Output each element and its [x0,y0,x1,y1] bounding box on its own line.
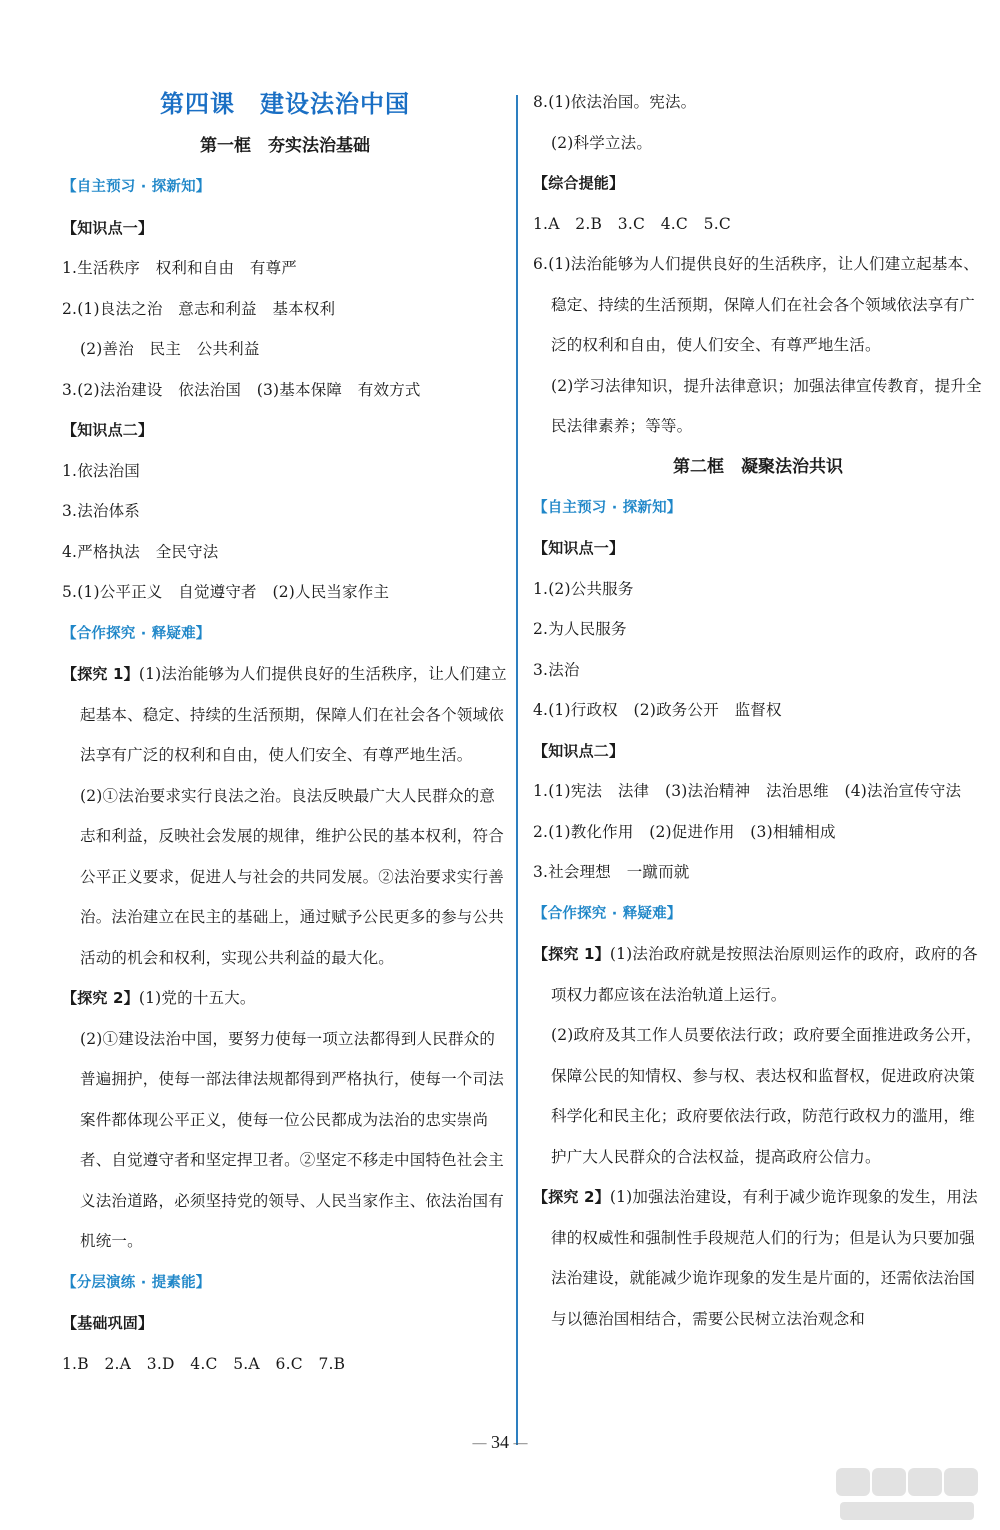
explore-1-paragraph-1 [62,654,508,776]
knowledge-point-2-b: 【知识点二】 [533,741,625,760]
section-preview: 【自主预习 · 探新知】 [62,179,211,195]
f2-explore-1-tag: 【探究 1】 [533,945,610,963]
section-explore: 【合作探究 · 释疑难】 [62,625,211,642]
explore-2-paragraph-1 [62,978,508,1019]
f2-explore-1-paragraph-2: (2)政府及其工作人员要依法行政；政府要全面推进政务公开，保障公民的知情权、参与权、表达权和监督权，促进政府决策科学化和民主化；政府要依法行政，防范行政权力的滥用，维护广大人民群众的合法权益，提高政府公信力。 [551,1026,982,1166]
answer-line: 3.法治体系 [62,502,140,520]
watermark-logo [832,1462,982,1524]
section-layered: 【分层演练 · 提素能】 [62,1274,211,1291]
answer-line: 8.(1)依法治国。宪法。 [533,93,697,111]
answer-line: 4.严格执法 全民守法 [62,542,219,561]
knowledge-point-1: 【知识点一】 [62,218,154,237]
lesson-title: 第四课 建设法治中国 [160,90,410,118]
f2-explore-2-tag: 【探究 2】 [533,1188,610,1206]
f2-explore-1-paragraph-1 [533,934,983,1015]
answer-line: 4.(1)行政权 (2)政务公开 监督权 [533,701,782,719]
explore-1-text-1: (1)法治能够为人们提供良好的生活秩序，让人们建立起基本、稳定、持续的生活预期，保障人们在社会各个领域依法享有广泛的权利和自由，使人们安全、有尊严地生活。 [80,665,507,764]
answer-line: 3.社会理想 一蹴而就 [533,863,690,881]
comprehensive-answers: 1.A 2.B 3.C 4.C 5.C [533,214,731,233]
page-number: — 34 — [472,1432,528,1452]
f2-explore-2-paragraph-1 [533,1177,983,1339]
answer-line: (2)善治 民主 公共利益 [80,340,260,358]
explore-2-paragraph-2: (2)①建设法治中国，要努力使每一项立法都得到人民群众的普遍拥护，使每一部法律法规都得到严格执行，使每一个司法案件都体现公平正义，使每一位公民都成为法治的忠实崇尚者、自觉遵守者和坚定捍卫者。②坚定不移走中国特色社会主义法治道路，必须坚持党的领导、人民当家作主、依法治国有机统一。 [80,1029,504,1250]
knowledge-point-1-b: 【知识点一】 [533,539,625,557]
answer-line: 3.法治 [533,660,580,679]
explore-2-text-1: (1)党的十五大。 [138,989,256,1007]
f2-explore-1-text: (1)法治政府就是按照法治原则运作的政府，政府的各项权力都应该在法治轨道上运行。 [551,945,978,1004]
frame-title-1: 第一框 夯实法治基础 [200,136,370,156]
answer-line: 5.(1)公平正义 自觉遵守者 (2)人民当家作主 [62,583,390,601]
answer-line: (2)科学立法。 [551,133,653,152]
section-preview-2: 【自主预习 · 探新知】 [533,499,682,516]
answer-line: 1.(1)宪法 法律 (3)法治精神 法治思维 (4)法治宣传守法 [533,782,962,800]
q6-paragraph-1: 6.(1)法治能够为人们提供良好的生活秩序，让人们建立起基本、稳定、持续的生活预期，保障人们在社会各个领域依法享有广泛的权利和自由，使人们安全、有尊严地生活。 [533,255,979,354]
f2-explore-2-text: (1)加强法治建设，有利于减少诡诈现象的发生，用法律的权威性和强制性手段规范人们的行为；但是认为只要加强法治建设，就能减少诡诈现象的发生是片面的，还需依法治国与以德治国相结合，需要公民树立法治观念和 [551,1188,978,1328]
explore-1-tag: 【探究 1】 [62,665,139,683]
answer-line: 1.生活秩序 权利和自由 有尊严 [62,259,297,277]
answer-line: 2.(1)良法之治 意志和利益 基本权利 [62,299,336,318]
page-number-value: 34 [491,1432,509,1452]
comprehensive-section: 【综合提能】 [533,174,625,192]
explore-1-paragraph-2: (2)①法治要求实行良法之治。良法反映最广大人民群众的意志和利益，反映社会发展的规律，维护公民的基本权利，符合公平正义要求，促进人与社会的共同发展。②法治要求实行善治。法治建立在民主的基础上，通过赋予公民更多的参与公共活动的机会和权利，实现公共利益的最大化。 [80,786,504,967]
left-column [62,82,508,1384]
right-column [533,82,983,1339]
section-explore-2: 【合作探究 · 释疑难】 [533,905,682,922]
knowledge-point-2: 【知识点二】 [62,421,154,439]
frame-title-2: 第二框 凝聚法治共识 [673,456,843,477]
q6-paragraph-2: (2)学习法律知识，提升法律意识；加强法律宣传教育，提升全民法律素养；等等。 [551,376,982,435]
basic-consolidation: 【基础巩固】 [62,1314,154,1332]
answer-line: 2.(1)教化作用 (2)促进作用 (3)相辅相成 [533,822,836,841]
answer-line: 2.为人民服务 [533,620,627,638]
answer-line: 1.(2)公共服务 [533,579,634,598]
answer-line: 3.(2)法治建设 依法治国 (3)基本保障 有效方式 [62,380,421,399]
answer-line: 1.依法治国 [62,461,140,480]
explore-2-tag: 【探究 2】 [62,989,139,1007]
basic-answers: 1.B 2.A 3.D 4.C 5.A 6.C 7.B [62,1354,346,1373]
column-divider [516,95,518,1445]
